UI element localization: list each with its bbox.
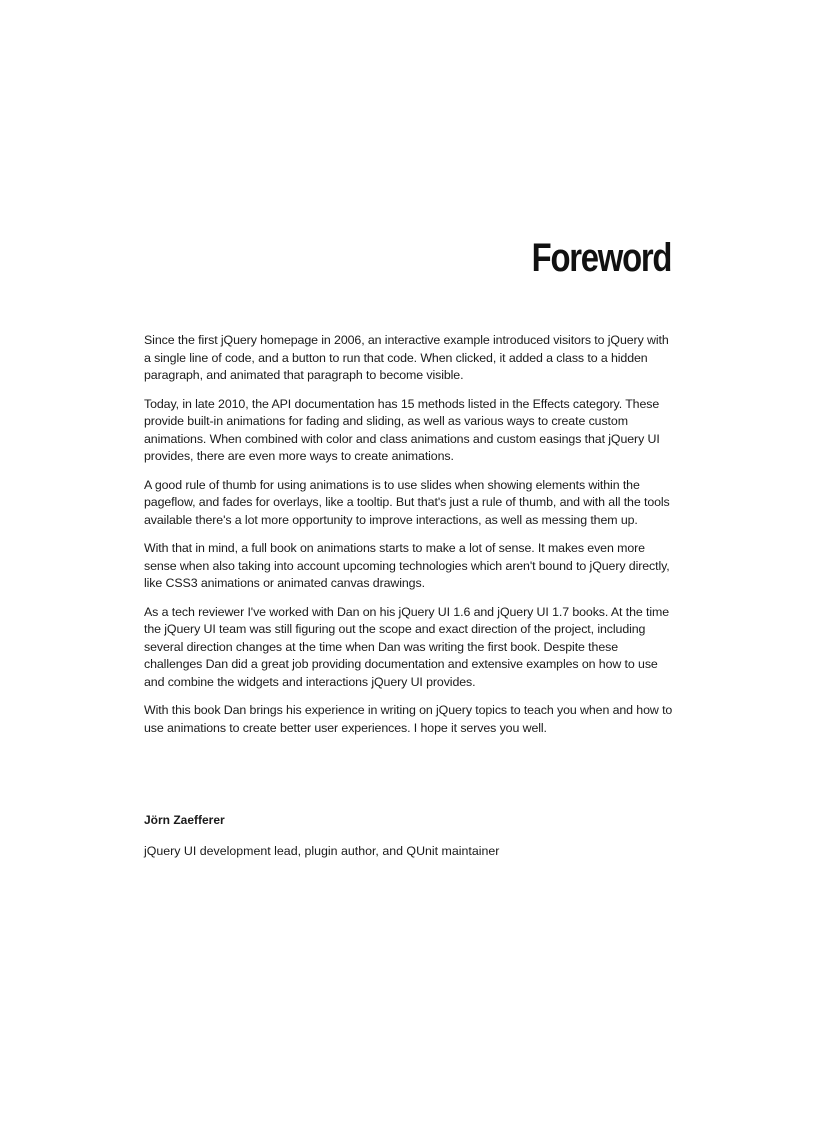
page-title: Foreword [531,236,671,280]
paragraph: With this book Dan brings his experience in writing on jQuery topics to teach you when and how to use animations to create better user experiences. I hope it serves you well. [144,703,673,735]
signature-block [144,812,674,860]
foreword-body [144,332,674,748]
paragraph: Since the first jQuery homepage in 2006, an interactive example introduced visitors to jQuery with a single line of code, and a button to run that code. When clicked, it added a class to a hidden paragraph, and animated that paragraph to become visible. [144,333,669,382]
paragraph: With that in mind, a full book on animations starts to make a lot of sense. It makes even more sense when also taking into account upcoming technologies which aren't bound to jQuery directly, like CSS3 animations or animated canvas drawings. [144,541,670,590]
paragraph: As a tech reviewer I've worked with Dan on his jQuery UI 1.6 and jQuery UI 1.7 books. At the time the jQuery UI team was still figuring out the scope and exact direction of the project, including several direction changes at the time when Dan was writing the first book. Despite these challenges Dan did a great job providing documentation and extensive examples on how to use and combine the widgets and interactions jQuery UI provides. [144,604,670,689]
author-name: Jörn Zaefferer [144,813,225,827]
paragraph: A good rule of thumb for using animations is to use slides when showing elements within the pageflow, and fades for overlays, like a tooltip. But that's just a rule of thumb, and with all the tools available there's a lot more opportunity to improve interactions, as well as messing them up. [144,477,670,527]
author-role: jQuery UI development lead, plugin author, and QUnit maintainer [144,844,500,858]
paragraph: Today, in late 2010, the API documentation has 15 methods listed in the Effects category. These provide built-in animations for fading and sliding, as well as various ways to create custom animations. When combined with color and class animations and custom easings that jQuery UI provides, there are even more ways to create animations. [144,396,660,463]
